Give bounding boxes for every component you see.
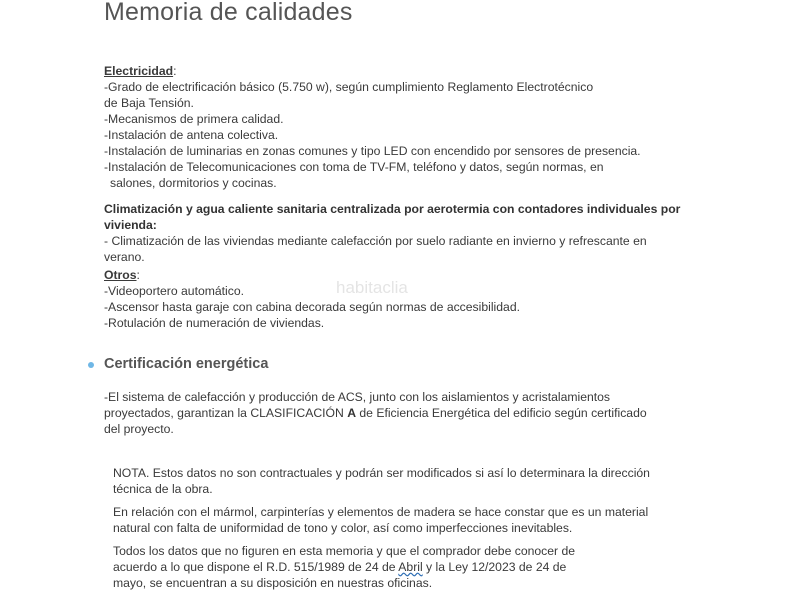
todos-line: Todos los datos que no figuren en esta memoria y que el comprador debe conocer de <box>113 544 576 558</box>
otros-section <box>104 267 744 331</box>
electricidad-line: de Baja Tensión. <box>104 96 194 110</box>
nota-line: técnica de la obra. <box>113 482 213 496</box>
certificacion-line <box>104 405 744 421</box>
climatizacion-line: verano. <box>104 250 145 264</box>
otros-line: -Videoportero automático. <box>104 284 245 298</box>
electricidad-section <box>104 63 744 191</box>
certificacion-class: A <box>347 406 356 420</box>
electricidad-line: -Instalación de Telecomunicaciones con toma de TV-FM, teléfono y datos, según normas, en <box>104 160 604 174</box>
climatizacion-section <box>104 201 744 265</box>
electricidad-line: -Instalación de luminarias en zonas comunes y tipo LED con encendido por sensores de presencia. <box>104 144 641 158</box>
otros-heading <box>104 267 744 283</box>
otros-colon: : <box>136 268 140 282</box>
certificacion-heading: Certificación energética <box>104 356 269 372</box>
marmol-paragraph <box>113 504 713 536</box>
nota-line: NOTA. Estos datos no son contractuales y podrán ser modificados si así lo determinara la dirección <box>113 466 650 480</box>
todos-line <box>113 559 713 575</box>
electricidad-label: Electricidad <box>104 64 174 78</box>
certificacion-line: del proyecto. <box>104 422 174 436</box>
electricidad-line: -Mecanismos de primera calidad. <box>104 112 284 126</box>
otros-line: -Rotulación de numeración de viviendas. <box>104 316 325 330</box>
todos-word: Abril <box>398 560 423 574</box>
electricidad-heading <box>104 63 744 79</box>
todos-text: acuerdo a lo que dispone el R.D. 515/1989 de 24 de <box>113 560 399 574</box>
todos-paragraph <box>113 543 713 591</box>
otros-line: -Ascensor hasta garaje con cabina decorada según normas de accesibilidad. <box>104 300 520 314</box>
climatizacion-line: - Climatización de las viviendas mediante calefacción por suelo radiante en invierno y refrescante en <box>104 234 647 248</box>
certificacion-line: -El sistema de calefacción y producción de ACS, junto con los aislamientos y acristalamientos <box>104 390 611 404</box>
certificacion-text: proyectados, garantizan la CLASIFICACIÓN <box>104 406 348 420</box>
bullet-icon <box>88 362 94 368</box>
certificacion-text: de Eficiencia Energética del edificio según certificado <box>356 406 647 420</box>
climatizacion-heading: Climatización y agua caliente sanitaria centralizada por aerotermia con contadores individuales por <box>104 202 681 216</box>
electricidad-line: -Grado de electrificación básico (5.750 w), según cumplimiento Reglamento Electrotécnico <box>104 80 594 94</box>
certificacion-section <box>104 389 744 437</box>
electricidad-line: -Instalación de antena colectiva. <box>104 128 279 142</box>
marmol-line: natural con falta de uniformidad de tono y color, así como imperfecciones inevitables. <box>113 521 573 535</box>
electricidad-colon: : <box>173 64 177 78</box>
electricidad-line: salones, dormitorios y cocinas. <box>110 176 277 190</box>
marmol-line: En relación con el mármol, carpinterías y elementos de madera se hace constar que es un material <box>113 505 649 519</box>
climatizacion-heading-cont: vivienda: <box>104 218 157 232</box>
otros-label: Otros <box>104 268 137 282</box>
watermark: habitaclia <box>336 278 408 297</box>
page-title: Memoria de calidades <box>104 0 353 26</box>
todos-text: y la Ley 12/2023 de 24 de <box>422 560 567 574</box>
todos-line: mayo, se encuentran a su disposición en nuestras oficinas. <box>113 576 433 590</box>
nota-paragraph <box>113 465 713 497</box>
